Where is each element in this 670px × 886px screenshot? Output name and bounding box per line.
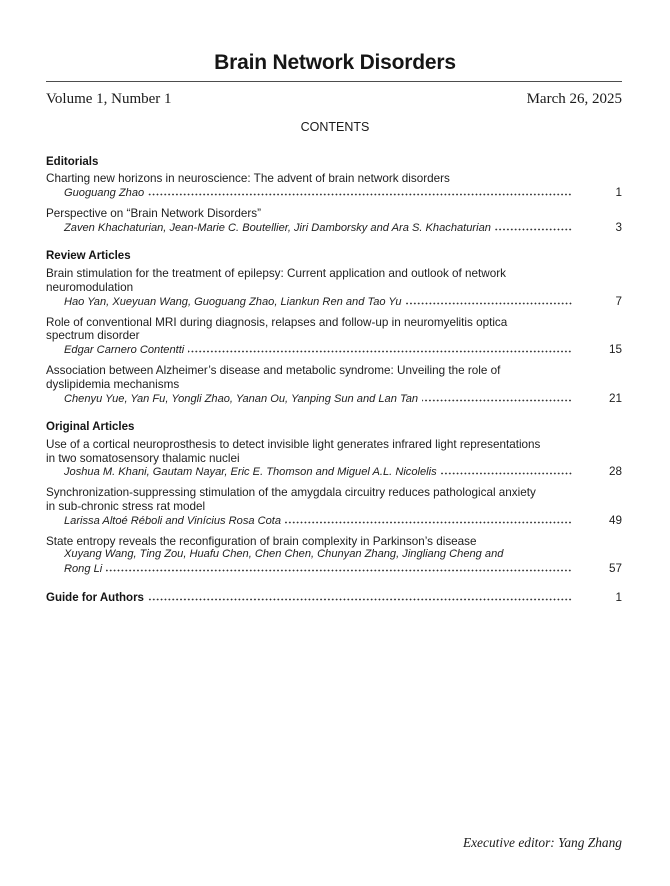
entry-authors-row [46, 221, 622, 236]
entry-authors-row [46, 186, 622, 201]
toc-entry [46, 207, 622, 236]
toc-entry [46, 316, 622, 358]
section-heading: Review Articles [46, 250, 131, 263]
entry-page-number: 21 [608, 391, 622, 405]
entry-page-number: 7 [615, 294, 622, 308]
entry-title: neuromodulation [46, 280, 134, 294]
guide-for-authors-row [46, 591, 622, 606]
entry-authors-row [46, 295, 622, 310]
entry-authors: Zaven Khachaturian, Jean-Marie C. Boutellier, Jiri Damborsky and Ara S. Khachaturian [64, 221, 491, 234]
entry-title: Charting new horizons in neuroscience: The advent of brain network disorders [46, 172, 450, 186]
entry-authors-row [46, 392, 622, 407]
entry-authors: Edgar Carnero Contentti [64, 344, 185, 357]
toc-sections [46, 156, 622, 577]
dot-leader [441, 472, 572, 475]
guide-page-number: 1 [615, 591, 622, 605]
entry-title: Use of a cortical neuroprosthesis to detect invisible light generates infrared light representations [46, 437, 541, 451]
entry-authors-row [46, 343, 622, 358]
executive-editor: Executive editor: Yang Zhang [462, 835, 622, 850]
entry-authors: Rong Li [64, 563, 103, 576]
entry-page-number: 49 [608, 513, 622, 527]
dot-leader [406, 302, 572, 305]
entry-authors: Joshua M. Khani, Gautam Nayar, Eric E. Thomson and Miguel A.L. Nicolelis [64, 466, 437, 479]
dot-leader [188, 350, 572, 353]
entry-page-number: 15 [608, 343, 622, 357]
dot-leader [285, 521, 572, 524]
table-of-contents [46, 156, 622, 607]
toc-entry [46, 535, 622, 577]
entry-title: Perspective on “Brain Network Disorders” [46, 207, 261, 221]
dot-leader [495, 228, 572, 231]
entry-title: in two somatosensory thalamic nuclei [46, 451, 240, 465]
entry-title: Association between Alzheimer’s disease and metabolic syndrome: Unveiling the role of [46, 363, 501, 377]
entry-authors: Guoguang Zhao [64, 187, 145, 200]
toc-section [46, 156, 622, 236]
entry-authors-row [46, 562, 622, 577]
entry-authors: Xuyang Wang, Ting Zou, Huafu Chen, Chen Chen, Chunyan Zhang, Jingliang Cheng and [64, 548, 504, 561]
entry-title: Role of conventional MRI during diagnosis, relapses and follow-up in neuromyelitis optica [46, 315, 508, 329]
entry-title: in sub-chronic stress rat model [46, 500, 206, 513]
entry-title: spectrum disorder [46, 329, 140, 343]
toc-entry [46, 438, 622, 480]
toc-section [46, 250, 622, 406]
toc-entry [46, 172, 622, 201]
entry-authors: Larissa Altoé Réboli and Vinícius Rosa Cota [64, 514, 282, 527]
issue-date: March 26, 2025 [526, 91, 622, 107]
dot-leader [148, 193, 572, 196]
entry-authors: Chenyu Yue, Yan Fu, Yongli Zhao, Yanan Ou, Yanping Sun and Lan Tan [64, 392, 419, 405]
section-heading: Editorials [46, 155, 99, 168]
entry-title: Synchronization-suppressing stimulation of the amygdala circuitry reduces pathological anxiety [46, 486, 536, 500]
section-heading: Original Articles [46, 420, 135, 433]
guide-for-authors-label: Guide for Authors [46, 592, 144, 605]
entry-page-number: 28 [608, 465, 622, 479]
toc-section [46, 421, 622, 577]
contents-heading: CONTENTS [300, 120, 370, 134]
volume-number: Volume 1, Number 1 [46, 91, 172, 107]
toc-entry [46, 364, 622, 406]
dot-leader [422, 399, 572, 402]
entry-title: dyslipidemia mechanisms [46, 377, 180, 391]
entry-page-number: 3 [615, 220, 622, 234]
header-rule [46, 81, 622, 82]
entry-title: State entropy reveals the reconfiguration of brain complexity in Parkinson’s disease [46, 534, 477, 548]
journal-title: Brain Network Disorders [214, 51, 456, 74]
entry-authors: Hao Yan, Xueyuan Wang, Guoguang Zhao, Liankun Ren and Tao Yu [64, 295, 402, 308]
entry-page-number: 57 [608, 562, 622, 576]
entry-page-number: 1 [615, 186, 622, 200]
entry-authors-row [46, 514, 622, 529]
toc-entry [46, 267, 622, 309]
dot-leader [148, 598, 572, 601]
toc-entry [46, 486, 622, 528]
entry-title: Brain stimulation for the treatment of epilepsy: Current application and outlook of network [46, 267, 506, 281]
entry-authors-row [46, 465, 622, 480]
dot-leader [106, 569, 572, 572]
